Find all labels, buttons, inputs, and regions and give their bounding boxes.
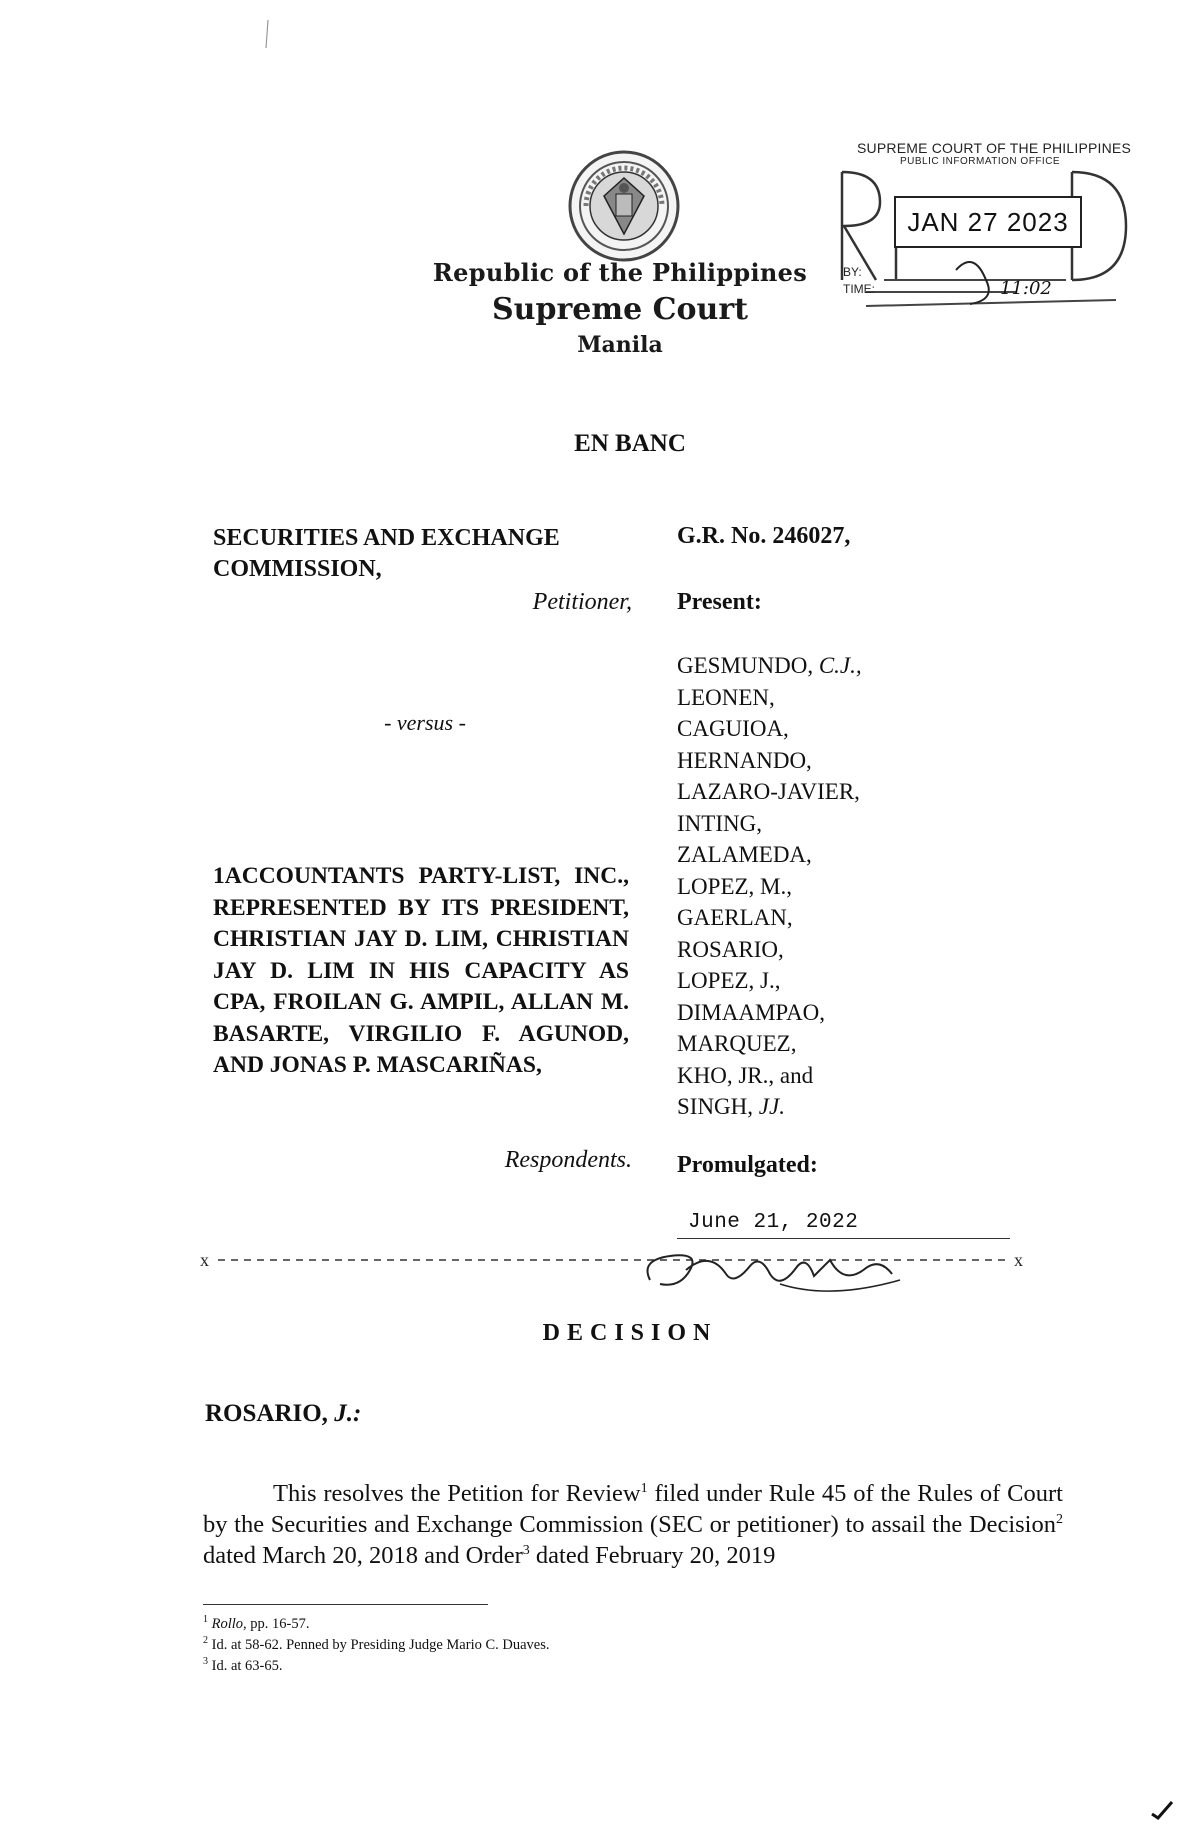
footnote-3-num: 3 <box>203 1656 208 1667</box>
petitioner-role: Petitioner, <box>532 589 632 615</box>
stamp-time-label: TIME: <box>843 282 875 296</box>
justice-name: HERNANDO, <box>677 747 812 773</box>
court-heading: Supreme Court <box>492 292 748 327</box>
stamp-time-value: 11:02 <box>1000 278 1052 299</box>
svg-text:x: x <box>1014 1250 1023 1270</box>
city-heading: Manila <box>577 332 663 358</box>
justice-name: INTING, <box>677 810 762 836</box>
justices-list <box>677 650 862 1123</box>
republic-heading: Republic of the Philippines <box>432 258 808 287</box>
body-text-d: dated February 20, 2019 <box>529 1542 776 1569</box>
justice-item <box>677 776 862 808</box>
supreme-court-seal-icon <box>566 148 682 264</box>
justice-name: DIMAAMPAO, <box>677 999 826 1025</box>
justice-name: LOPEZ, J., <box>677 968 781 993</box>
justice-item <box>677 934 862 966</box>
scan-mark <box>262 18 272 50</box>
ponente <box>205 1400 361 1428</box>
justice-name: KHO, JR., and <box>677 1062 814 1088</box>
footnote-3-text: Id. at 63-65. <box>211 1657 283 1674</box>
justice-item <box>677 713 862 745</box>
footnote-ref-3: 3 <box>522 1542 530 1558</box>
justice-name: LAZARO-JAVIER, <box>677 779 860 804</box>
justice-item <box>677 871 862 903</box>
respondents-name: 1ACCOUNTANTS PARTY-LIST, INC., REPRESENTED BY ITS PRESIDENT, CHRISTIAN JAY D. LIM, CHRISTIAN JAY D. LIM IN HIS CAPACITY AS CPA, FROILAN G. AMPIL, ALLAN M. BASARTE, VIRGILIO F. AGUNOD, AND JONAS P. MASCARIÑAS, <box>213 863 629 1078</box>
footnote-rule <box>203 1604 488 1605</box>
justice-name: ROSARIO, <box>677 936 784 962</box>
justice-name: MARQUEZ, <box>677 1031 797 1056</box>
promulgated-label: Promulgated: <box>677 1152 818 1178</box>
stamp-date: JAN 27 2023 <box>894 196 1082 248</box>
ponente-title: J.: <box>334 1400 362 1427</box>
justice-item <box>677 808 862 840</box>
footnote-1 <box>203 1614 310 1633</box>
case-number: G.R. No. 246027, <box>677 523 851 549</box>
footnote-ref-2: 2 <box>1056 1511 1063 1527</box>
footnote-2-num: 2 <box>203 1635 208 1646</box>
body-text-c: dated March 20, 2018 and Order <box>203 1542 523 1569</box>
justice-title: C.J., <box>818 653 862 678</box>
justice-name: LEONEN, <box>677 684 775 710</box>
corner-check-mark <box>1150 1800 1174 1820</box>
clerk-signature <box>630 1240 920 1300</box>
footnote-ref-1: 1 <box>640 1480 648 1496</box>
justice-item <box>677 745 862 777</box>
footnote-3 <box>203 1656 283 1675</box>
footnote-2 <box>203 1635 550 1654</box>
promulgated-date: June 21, 2022 <box>688 1211 859 1234</box>
justice-item <box>677 839 862 871</box>
justice-item <box>677 682 862 714</box>
justice-title: JJ. <box>758 1094 785 1119</box>
footnote-1-num: 1 <box>203 1614 208 1625</box>
division-heading: EN BANC <box>574 430 686 457</box>
justice-name: LOPEZ, M., <box>677 873 792 899</box>
body-paragraph <box>203 1478 1063 1571</box>
justice-item <box>677 1060 862 1092</box>
ponente-name: ROSARIO, <box>205 1400 335 1427</box>
stamp-office: SUPREME COURT OF THE PHILIPPINES <box>857 140 1132 156</box>
decision-title: DECISION <box>542 1320 718 1346</box>
footnote-2-text: Id. at 58-62. Penned by Presiding Judge Mario C. Duaves. <box>211 1636 550 1653</box>
justice-item <box>677 650 862 682</box>
stamp-department: PUBLIC INFORMATION OFFICE <box>900 156 1061 167</box>
justice-name: ZALAMEDA, <box>677 842 812 867</box>
versus-label: - versus - <box>384 710 466 735</box>
stamp-by-label: BY: <box>843 265 862 279</box>
justice-name: GESMUNDO, <box>677 653 819 678</box>
footnote-1-text: , pp. 16-57. <box>243 1615 310 1632</box>
justice-name: SINGH, <box>677 1094 759 1119</box>
body-text-b: filed under Rule 45 of the Rules of Court by the Securities and Exchange Commission (SEC or petitioner) to assail the Decision <box>203 1480 1063 1538</box>
footnote-1-italic: Rollo <box>211 1615 244 1632</box>
justice-item <box>677 965 862 997</box>
date-underline <box>677 1238 1010 1239</box>
justice-item <box>677 997 862 1029</box>
svg-text:x: x <box>200 1250 209 1270</box>
justice-item <box>677 1091 862 1123</box>
petitioner-name: SECURITIES AND EXCHANGE COMMISSION, <box>213 525 560 582</box>
justice-name: GAERLAN, <box>677 905 793 930</box>
respondents-role: Respondents. <box>504 1147 632 1173</box>
body-text-a: This resolves the Petition for Review <box>273 1480 641 1507</box>
justice-item <box>677 1028 862 1060</box>
justice-name: CAGUIOA, <box>677 716 789 741</box>
present-label: Present: <box>677 589 762 615</box>
justice-item <box>677 902 862 934</box>
